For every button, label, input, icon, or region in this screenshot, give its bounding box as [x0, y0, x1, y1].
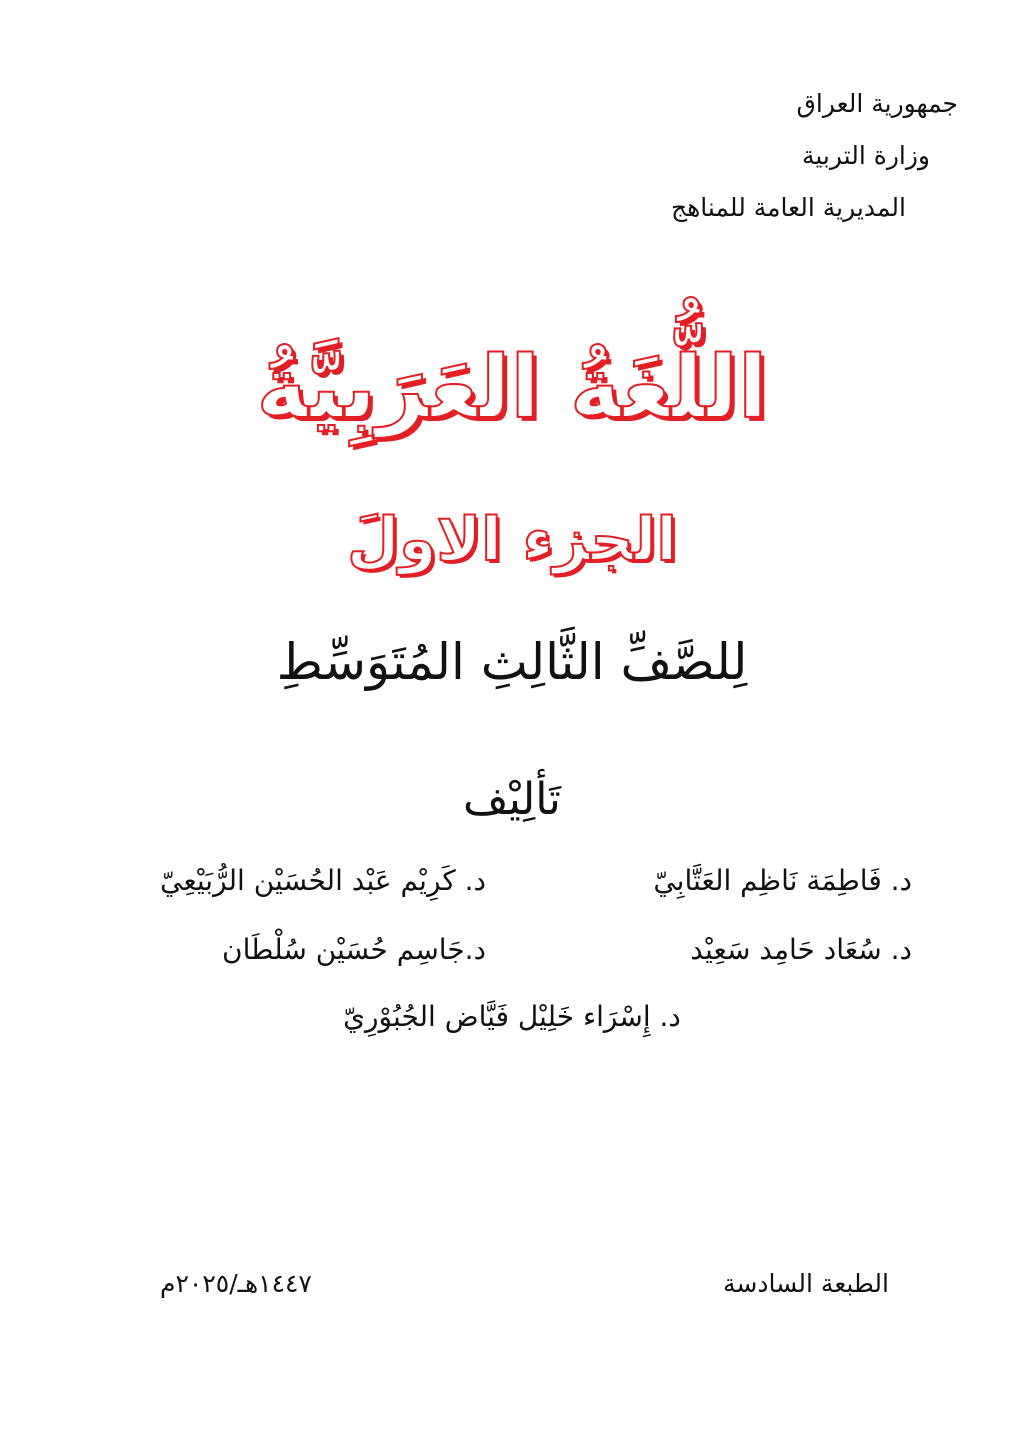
grade-level: لِلصَّفِّ الثَّالِثِ المُتَوَسِّطِ: [276, 633, 748, 691]
country-name: جمهورية العراق: [796, 89, 958, 118]
publication-date: ١٤٤٧هـ/٢٠٢٥م: [160, 1269, 312, 1298]
author-5: د. إِسْرَاء خَلِيْل فَيَّاض الجُبُوْرِيّ: [343, 1000, 681, 1033]
authorship-label: تَألِيْف: [463, 774, 561, 825]
book-part: الجزء الاولَ: [347, 505, 677, 575]
author-1: د. فَاطِمَة نَاظِم العَتَّابِيّ: [653, 864, 912, 897]
edition-label: الطبعة السادسة: [723, 1269, 889, 1298]
author-2: د. كَرِيْم عَبْد الحُسَيْن الرُّبَيْعِيّ: [159, 864, 486, 897]
author-3: د. سُعَاد حَامِد سَعِيْد: [690, 933, 912, 966]
author-4: د.جَاسِم حُسَيْن سُلْطَان: [222, 933, 486, 966]
directorate-name: المديرية العامة للمناهج: [670, 193, 906, 222]
book-title: اللُّغَةُ العَرَبِيَّةُ: [256, 338, 768, 438]
ministry-name: وزارة التربية: [801, 141, 930, 170]
ministry-header: [558, 78, 958, 234]
